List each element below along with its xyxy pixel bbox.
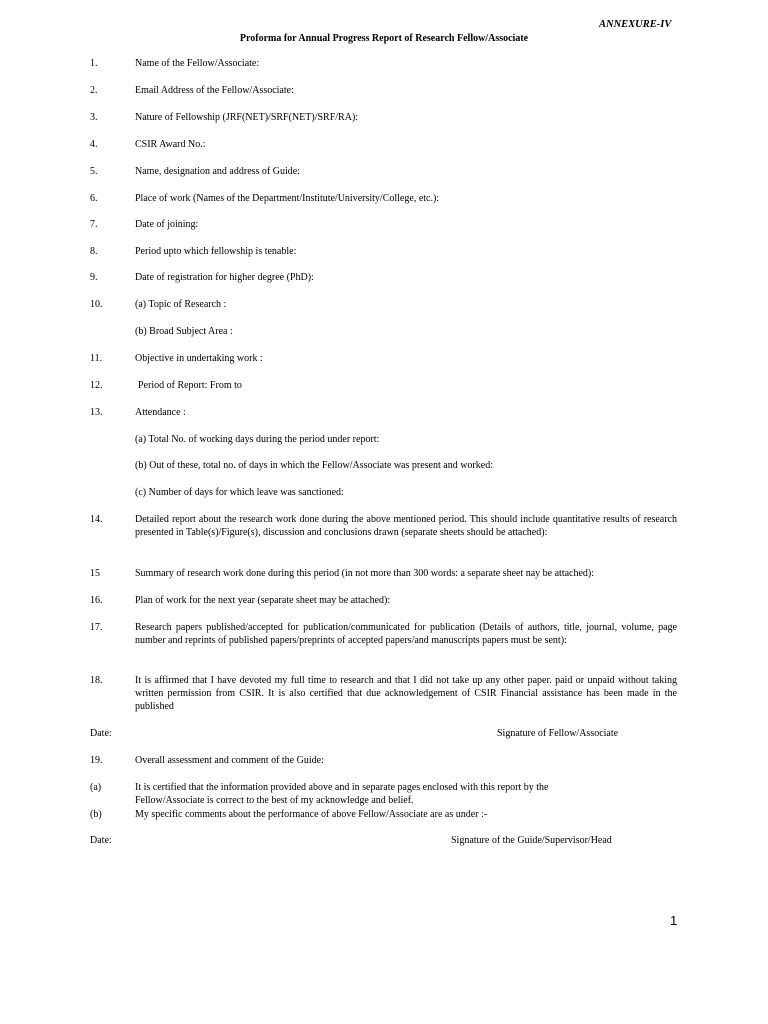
page-title: Proforma for Annual Progress Report of Research Fellow/Associate bbox=[239, 33, 529, 44]
item-number: 9. bbox=[90, 272, 98, 283]
item-text-guide: Name, designation and address of Guide: bbox=[135, 166, 300, 177]
attendance-working-days: (a) Total No. of working days during the period under report: bbox=[135, 434, 380, 445]
item-text-detailed-report: Detailed report about the research work done during the above mentioned period. This should include quantitative results of research presented in Table(s)/Figure(s), discussion and conclusions drawn (separate sheets should be attached): bbox=[135, 514, 677, 538]
item-number: 2. bbox=[90, 85, 98, 96]
item-text-fellow-name: Name of the Fellow/Associate: bbox=[135, 58, 260, 69]
item-number: 11. bbox=[90, 353, 103, 364]
item-text-objective: Objective in undertaking work : bbox=[135, 353, 263, 364]
item-subnumber: (a) bbox=[90, 782, 102, 793]
item-text-subject-area: (b) Broad Subject Area : bbox=[135, 326, 233, 337]
item-text-email: Email Address of the Fellow/Associate: bbox=[135, 85, 294, 96]
item-text-summary: Summary of research work done during this period (in not more than 300 words: a separate sheet nay be attached): bbox=[135, 568, 595, 579]
item-number: 3. bbox=[90, 112, 98, 123]
item-text-award-no: CSIR Award No.: bbox=[135, 139, 206, 150]
item-number: 19. bbox=[90, 755, 103, 766]
guide-certification-text: It is certified that the information provided above and in separate pages enclosed with this report by the Fellow/Associate is correct to the best of my acknowledge and belief. bbox=[135, 782, 549, 806]
attendance-present-days: (b) Out of these, total no. of days in which the Fellow/Associate was present and worked: bbox=[135, 460, 493, 471]
item-number: 12. bbox=[90, 380, 103, 391]
item-number: 4. bbox=[90, 139, 98, 150]
item-number: 8. bbox=[90, 246, 98, 257]
page-number: 1 bbox=[670, 913, 678, 928]
item-number: 5. bbox=[90, 166, 98, 177]
annexure-label: ANNEXURE-IV bbox=[599, 19, 672, 30]
item-number: 1. bbox=[90, 58, 98, 69]
attendance-leave-days: (c) Number of days for which leave was sanctioned: bbox=[135, 487, 344, 498]
item-number: 13. bbox=[90, 407, 103, 418]
item-number: 7. bbox=[90, 219, 98, 230]
signature-fellow: Signature of Fellow/Associate bbox=[497, 728, 619, 739]
item-text-research-papers: Research papers published/accepted for publication/communicated for publication (Details of authors, title, journal, volume, page number and reprints of published papers/preprints of accepted papers/and manuscripts papers must be sent): bbox=[135, 622, 677, 646]
item-text-date-of-joining: Date of joining: bbox=[135, 219, 199, 230]
item-text-place-of-work: Place of work (Names of the Department/Institute/University/College, etc.): bbox=[135, 193, 440, 204]
item-subnumber: (b) bbox=[90, 809, 102, 820]
item-number: 6. bbox=[90, 193, 98, 204]
item-text-registration-date: Date of registration for higher degree (PhD): bbox=[135, 272, 314, 283]
item-number: 17. bbox=[90, 622, 103, 633]
item-text-tenure: Period upto which fellowship is tenable: bbox=[135, 246, 297, 257]
item-number: 18. bbox=[90, 675, 103, 686]
item-text-guide-assessment: Overall assessment and comment of the Guide: bbox=[135, 755, 324, 766]
item-text-plan-of-work: Plan of work for the next year (separate sheet may be attached): bbox=[135, 595, 391, 606]
item-text-topic: (a) Topic of Research : bbox=[135, 299, 227, 310]
item-text-fellowship-nature: Nature of Fellowship (JRF(NET)/SRF(NET)/SRF/RA): bbox=[135, 112, 359, 123]
item-text-affirmation: It is affirmed that I have devoted my full time to research and that I did not take up any other paper. paid or unpaid without taking written permission from CSIR. It is also certified that due acknowledgement of CSIR Financial assistance has been made in the published bbox=[135, 675, 677, 712]
guide-comments-text: My specific comments about the performance of above Fellow/Associate are as under :- bbox=[135, 809, 488, 820]
item-number: 10. bbox=[90, 299, 103, 310]
item-number: 14. bbox=[90, 514, 103, 525]
date-label: Date: bbox=[90, 728, 112, 739]
item-text-attendance: Attendance : bbox=[135, 407, 186, 418]
date-label: Date: bbox=[90, 835, 112, 846]
item-text-report-period: Period of Report: From to bbox=[138, 380, 242, 391]
item-number: 16. bbox=[90, 595, 103, 606]
item-number: 15 bbox=[90, 568, 100, 579]
signature-guide: Signature of the Guide/Supervisor/Head bbox=[451, 835, 612, 846]
